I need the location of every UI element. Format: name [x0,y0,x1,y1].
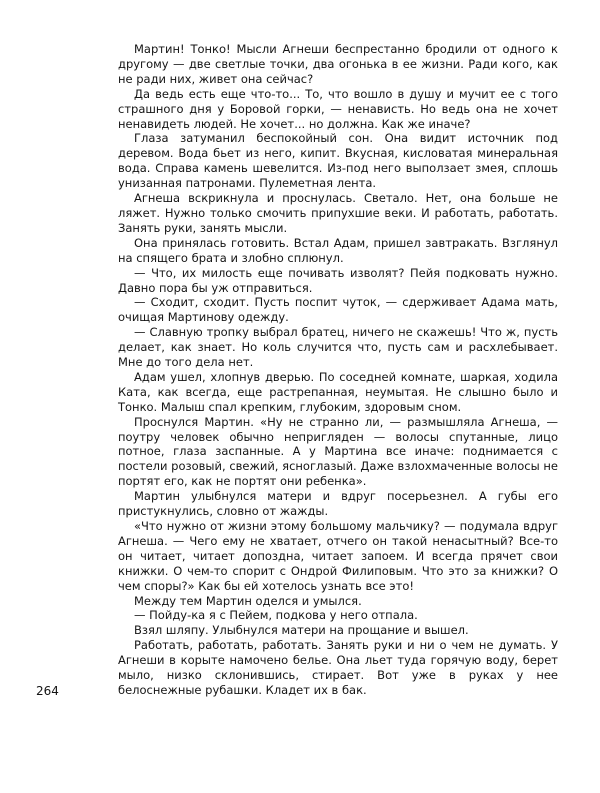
paragraph: — Пойду-ка я с Пейем, подкова у него отпала. [134,608,418,623]
paragraph: Работать, работать, работать. Занять руки и ни о чем не думать. У Агнеши в корыте намочено белье. Она льет туда горячую воду, берет мыло, низко склонившись, стирает. Вот уже в руках у нее белоснежные рубашки. Кладет их в бак. [118,638,558,697]
paragraph: Между тем Мартин оделся и умылся. [134,593,362,608]
paragraph: Она принялась готовить. Встал Адам, пришел завтракать. Взглянул на спящего брата и злобно сплюнул. [118,235,558,265]
paragraph: — Что, их милость еще почивать изволят? Пейя подковать нужно. Давно пора бы уж отправиться. [118,265,558,295]
paragraph: Да ведь есть еще что-то... То, что вошло в душу и мучит ее с того страшного дня у Боровой горки, — ненависть. Но ведь она не хочет ненавидеть людей. Не хочет... но должна. Как же иначе? [118,86,558,131]
page-number: 264 [36,684,59,698]
paragraph: Мартин улыбнулся матери и вдруг посерьезнел. А губы его пристукнулись, словно от жажды. [118,489,558,519]
paragraph: «Что нужно от жизни этому большому мальчику? — подумала вдруг Агнеша. — Чего ему не хватает, отчего он такой ненасытный? Все-то он читает, читает допоздна, читает запоем. И всегда прячет свои книжки. О чем-то спорит с Ондрой Филиповым. Что это за книжки? О чем споры?» Как бы ей хотелось узнать все это! [118,519,558,593]
paragraph: Агнеша вскрикнула и проснулась. Светало. Нет, она больше не ляжет. Нужно только смочить припухшие веки. И работать, работать. Занять руки, занять мысли. [118,191,558,235]
paragraph: Глаза затуманил беспокойный сон. Она видит источник под деревом. Вода бьет из него, кипит. Вкусная, кисловатая минеральная вода. Справа камень шевелится. Из-под него выползает змея, сплошь унизанная патронами. Пулеметная лента. [118,131,558,191]
paragraph: Адам ушел, хлопнув дверью. По соседней комнате, шаркая, ходила Ката, как всегда, еще растрепанная, неумытая. Не слышно было и Тонко. Малыш спал крепким, глубоким, здоровым сном. [118,369,558,414]
body-text [118,42,558,698]
paragraph: Мартин! Тонко! Мысли Агнеши беспрестанно бродили от одного к другому — две светлые точки, два огонька в ее жизни. Ради кого, как не ради них, живет она сейчас? [118,42,558,86]
paragraph: — Сходит, сходит. Пусть поспит чуток, — сдерживает Адама мать, очищая Мартинову одежду. [118,295,558,325]
paragraph: Проснулся Мартин. «Ну не странно ли, — размышляла Агнеша, — поутру человек обычно непригляден — волосы спутанные, лицо потное, глаза заспанные. А у Мартина все иначе: поднимается с постели розовый, свежий, ясноглазый. Даже взлохмаченные волосы не портят его, как не портят они ребенка». [118,414,558,489]
paragraph: Взял шляпу. Улыбнулся матери на прощание и вышел. [134,623,469,638]
paragraph: — Славную тропку выбрал братец, ничего не скажешь! Что ж, пусть делает, как знает. Но коль случится что, пусть сам и расхлебывает. Мне до того дела нет. [118,325,558,370]
